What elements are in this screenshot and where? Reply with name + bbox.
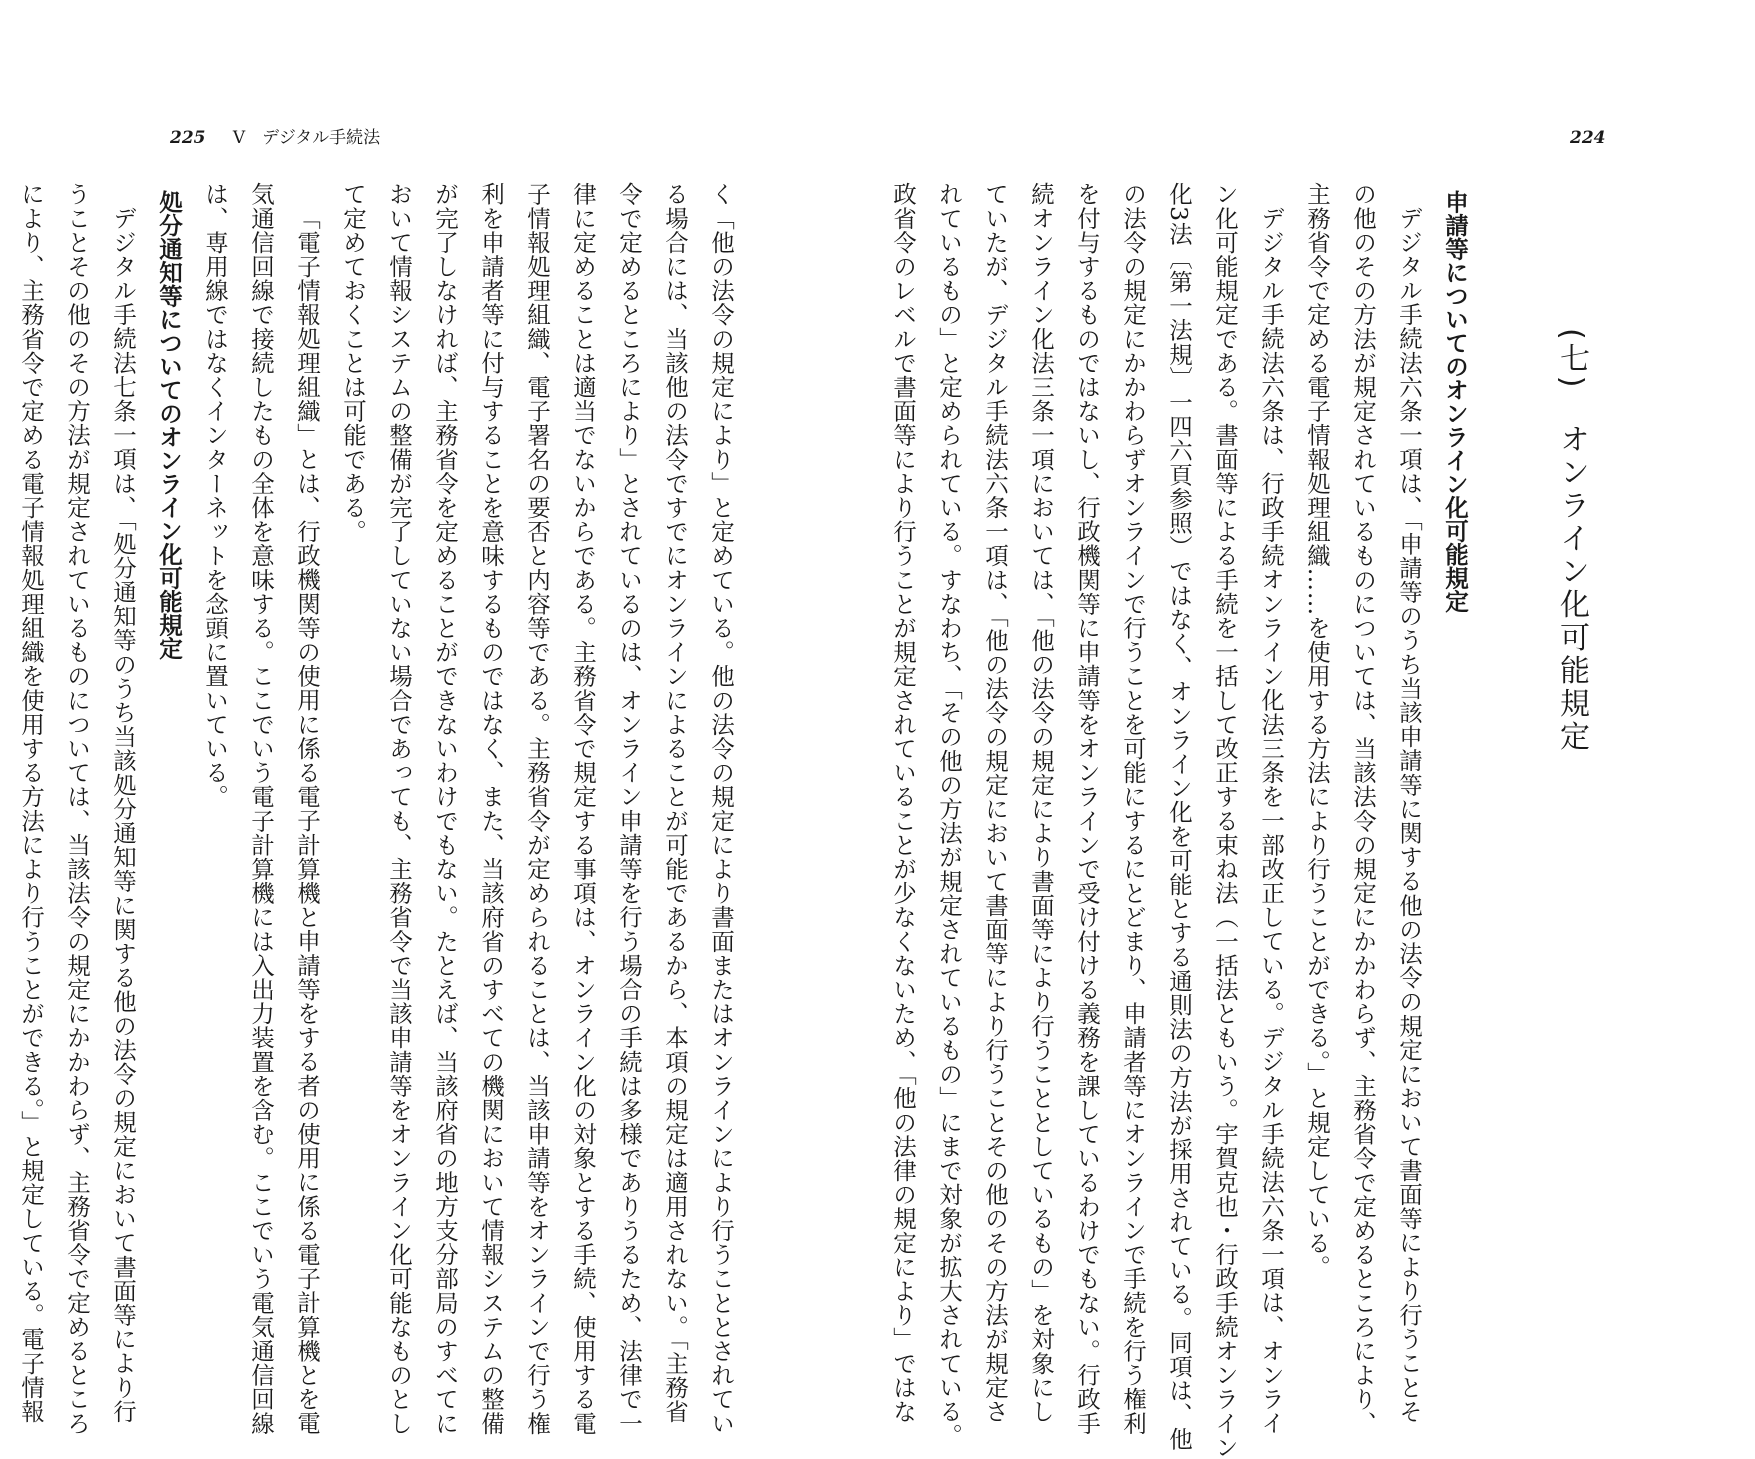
text-line: を付与するものではないし、行政機関等に申請等をオンラインで受け付ける義務を課しているわけでもない。行政手	[1073, 182, 1101, 1436]
subheading-disposition: 処分通知等についてのオンライン化可能規定	[155, 190, 183, 660]
text-line: おいて情報システムの整備が完了していない場合であっても、主務省令で当該申請等をオンライン化可能なものとし	[385, 182, 413, 1436]
text-line: 化3法〔第一法規〕一四六頁参照）ではなく、オンライン化を可能とする通則法の方法が採用されている。同項は、他	[1165, 182, 1193, 1451]
text-line: 「電子情報処理組織」とは、行政機関等の使用に係る電子計算機と申請等をする者の使用に係る電子計算機とを電	[293, 206, 321, 1436]
text-line: 政省令のレベルで書面等により行うことが規定されていることが少なくないため、「他の法律の規定により」ではな	[889, 182, 917, 1424]
text-line: デジタル手続法六条は、行政手続オンライン化法三条を一部改正している。デジタル手続法六条一項は、オンライ	[1257, 206, 1285, 1436]
running-head: Ⅴ デジタル手続法	[232, 128, 381, 148]
text-line: うことその他のその方法が規定されているものについては、当該法令の規定にかかわらず、主務省令で定めるところ	[63, 182, 91, 1436]
text-line: 令で定めるところにより」とされているのは、オンライン申請等を行う場合の手続は多様でありうるため、法律で一	[615, 182, 643, 1436]
text-line: の他のその方法が規定されているものについては、当該法令の規定にかかわらず、主務省令で定めるところにより、	[1349, 182, 1377, 1436]
section-title: (七) オンライン化可能規定	[1554, 328, 1589, 754]
text-line: 子情報処理組織、電子署名の要否と内容等である。主務省令が定められることは、当該申請等をオンラインで行う権	[523, 182, 551, 1436]
subheading-application: 申請等についてのオンライン化可能規定	[1441, 190, 1469, 613]
text-line: る場合には、当該他の法令ですでにオンラインによることが可能であるから、本項の規定は適用されない。「主務省	[661, 182, 689, 1424]
text-line: により、主務省令で定める電子情報処理組織を使用する方法により行うことができる。」と規定している。電子情報	[17, 182, 45, 1424]
text-line: れているもの」と定められている。すなわち、「その他の方法が規定されているもの」にまで対象が拡大されている。	[935, 182, 963, 1448]
text-line: 利を申請者等に付与することを意味するものではなく、また、当該府省のすべての機関において情報システムの整備	[477, 182, 505, 1436]
text-line: 気通信回線で接続したもの全体を意味する。ここでいう電子計算機には入出力装置を含む。ここでいう電気通信回線	[247, 182, 275, 1436]
text-line: 律に定めることは適当でないからである。主務省令で規定する事項は、オンライン化の対象とする手続、使用する電	[569, 182, 597, 1436]
left-page-body	[17, 182, 744, 1436]
right-page-number: 224	[1570, 128, 1606, 148]
text-line: ていたが、デジタル手続法六条一項は、「他の法令の規定において書面等により行うことその他のその方法が規定さ	[981, 182, 1009, 1424]
text-line: 主務省令で定める電子情報処理組織……を使用する方法により行うことができる。」と規定している。	[1303, 182, 1331, 1279]
text-line: が完了しなければ、主務省令を定めることができないわけでもない。たとえば、当該府省の地方支分部局のすべてに	[431, 182, 459, 1436]
left-page-header	[170, 128, 380, 148]
text-line: く「他の法令の規定により」と定めている。他の法令の規定により書面またはオンラインにより行うこととされてい	[707, 182, 735, 1436]
text-line: デジタル手続法七条一項は、「処分通知等のうち当該処分通知等に関する他の法令の規定において書面等により行	[109, 206, 137, 1424]
left-page-number: 225	[170, 128, 206, 148]
text-line: デジタル手続法六条一項は、「申請等のうち当該申請等に関する他の法令の規定において書面等により行うことそ	[1395, 206, 1423, 1424]
text-line: 続オンライン化法三条一項においては、「他の法令の規定により書面等により行うこととしているもの」を対象にし	[1027, 182, 1055, 1424]
right-page-body	[889, 182, 1478, 1459]
text-line: の法令の規定にかかわらずオンラインで行うことを可能にするにとどまり、申請者等にオンラインで手続を行う権利	[1119, 182, 1147, 1436]
text-line: ン化可能規定である。書面等による手続を一括して改正する束ね法（一括法ともいう。宇賀克也・行政手続オンライン	[1211, 182, 1239, 1459]
text-line: は、専用線ではなくインターネットを念頭に置いている。	[201, 182, 229, 809]
text-line: て定めておくことは可能である。	[339, 182, 367, 544]
